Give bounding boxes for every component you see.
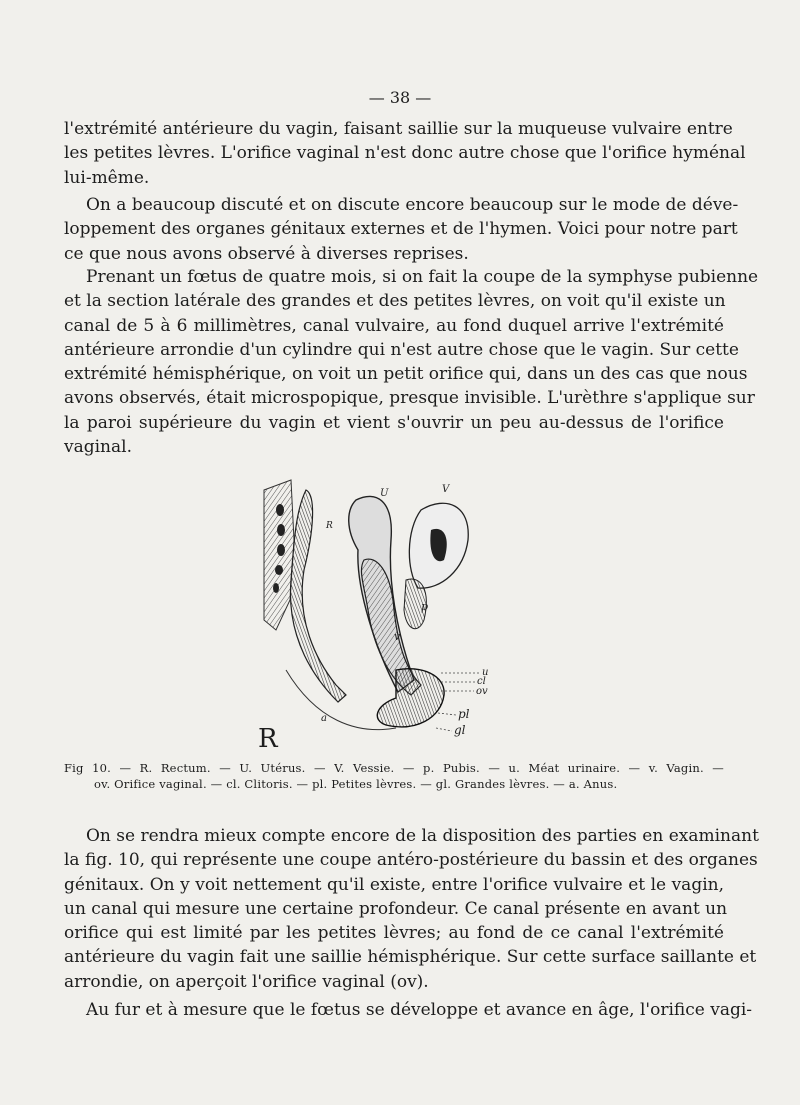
- text-line: l'extrémité antérieure du vagin, faisant saillie sur la muqueuse vulvaire entre: [64, 119, 733, 139]
- label-a: a: [321, 713, 327, 724]
- figure-caption: [64, 760, 724, 792]
- rectum: [290, 490, 346, 702]
- text-line: extrémité hémisphérique, on voit un petit orifice qui, dans un des cas que nous: [64, 364, 748, 385]
- label-pl: pl: [458, 707, 470, 721]
- text-line: génitaux. On y voit nettement qu'il existe, entre l'orifice vulvaire et le vagin,: [64, 874, 724, 895]
- label-u: u: [482, 667, 489, 678]
- paragraph-3: [64, 265, 759, 459]
- text-line: orifice qui est limité par les petites lèvres; au fond de ce canal l'extrémité: [64, 923, 724, 944]
- text-line: On a beaucoup discuté et on discute encore beaucoup sur le mode de déve-: [86, 195, 739, 215]
- label-R: R: [326, 521, 333, 531]
- anatomical-figure: [246, 470, 496, 745]
- text-line: Prenant un fœtus de quatre mois, si on fait la coupe de la symphyse pubienne: [86, 267, 759, 287]
- label-p: p: [421, 600, 429, 613]
- text-line: canal de 5 à 6 millimètres, canal vulvaire, au fond duquel arrive l'extrémité: [64, 315, 724, 336]
- text-line: antérieure arrondie d'un cylindre qui n'est autre chose que le vagin. Sur cette: [64, 339, 739, 360]
- paragraph-2: [64, 193, 739, 266]
- text-line: la fig. 10, qui représente une coupe antéro-postérieure du bassin et des organes: [64, 850, 758, 871]
- label-U: U: [380, 488, 389, 499]
- text-line: On se rendra mieux compte encore de la disposition des parties en examinant: [86, 826, 759, 846]
- illustrator-monogram: R: [258, 724, 278, 754]
- caption-line: Fig 10. — R. Rectum. — U. Utérus. — V. Vessie. — p. Pubis. — u. Méat urinaire. — v. Vagin. —: [64, 761, 724, 775]
- text-line: Au fur et à mesure que le fœtus se développe et avance en âge, l'orifice vagi-: [86, 1000, 753, 1020]
- text-line: vaginal.: [64, 437, 132, 458]
- text-line: antérieure du vagin fait une saillie hémisphérique. Sur cette surface saillante et: [64, 947, 757, 968]
- label-gl: gl: [454, 723, 466, 737]
- paragraph-4: [64, 824, 759, 994]
- labia-region: [377, 669, 444, 727]
- paragraph-5: [64, 998, 753, 1022]
- paragraph-1: [64, 117, 746, 190]
- text-line: et la section latérale des grandes et des petites lèvres, on voit qu'il existe un: [64, 291, 726, 312]
- text-line: un canal qui mesure une certaine profondeur. Ce canal présente en avant un: [64, 898, 728, 919]
- page-number: — 38 —: [368, 88, 432, 107]
- label-v: v: [394, 630, 401, 643]
- text-line: avons observés, était microspopique, presque invisible. L'urèthre s'applique sur: [64, 388, 755, 409]
- text-line: loppement des organes génitaux externes et de l'hymen. Voici pour notre part: [64, 219, 738, 240]
- label-cl: cl: [477, 676, 486, 687]
- text-line: ce que nous avons observé à diverses reprises.: [64, 243, 469, 264]
- label-V: V: [442, 484, 450, 495]
- text-line: la paroi supérieure du vagin et vient s'ouvrir un peu au-dessus de l'orifice: [64, 412, 724, 433]
- text-line: arrondie, on aperçoit l'orifice vaginal (ov).: [64, 971, 429, 992]
- text-line: les petites lèvres. L'orifice vaginal n'est donc autre chose que l'orifice hyménal: [64, 143, 746, 164]
- caption-line: ov. Orifice vaginal. — cl. Clitoris. — pl. Petites lèvres. — gl. Grandes lèvres. — a. Anus.: [94, 777, 618, 791]
- label-ov: ov: [476, 686, 488, 697]
- text-line: lui-même.: [64, 167, 150, 188]
